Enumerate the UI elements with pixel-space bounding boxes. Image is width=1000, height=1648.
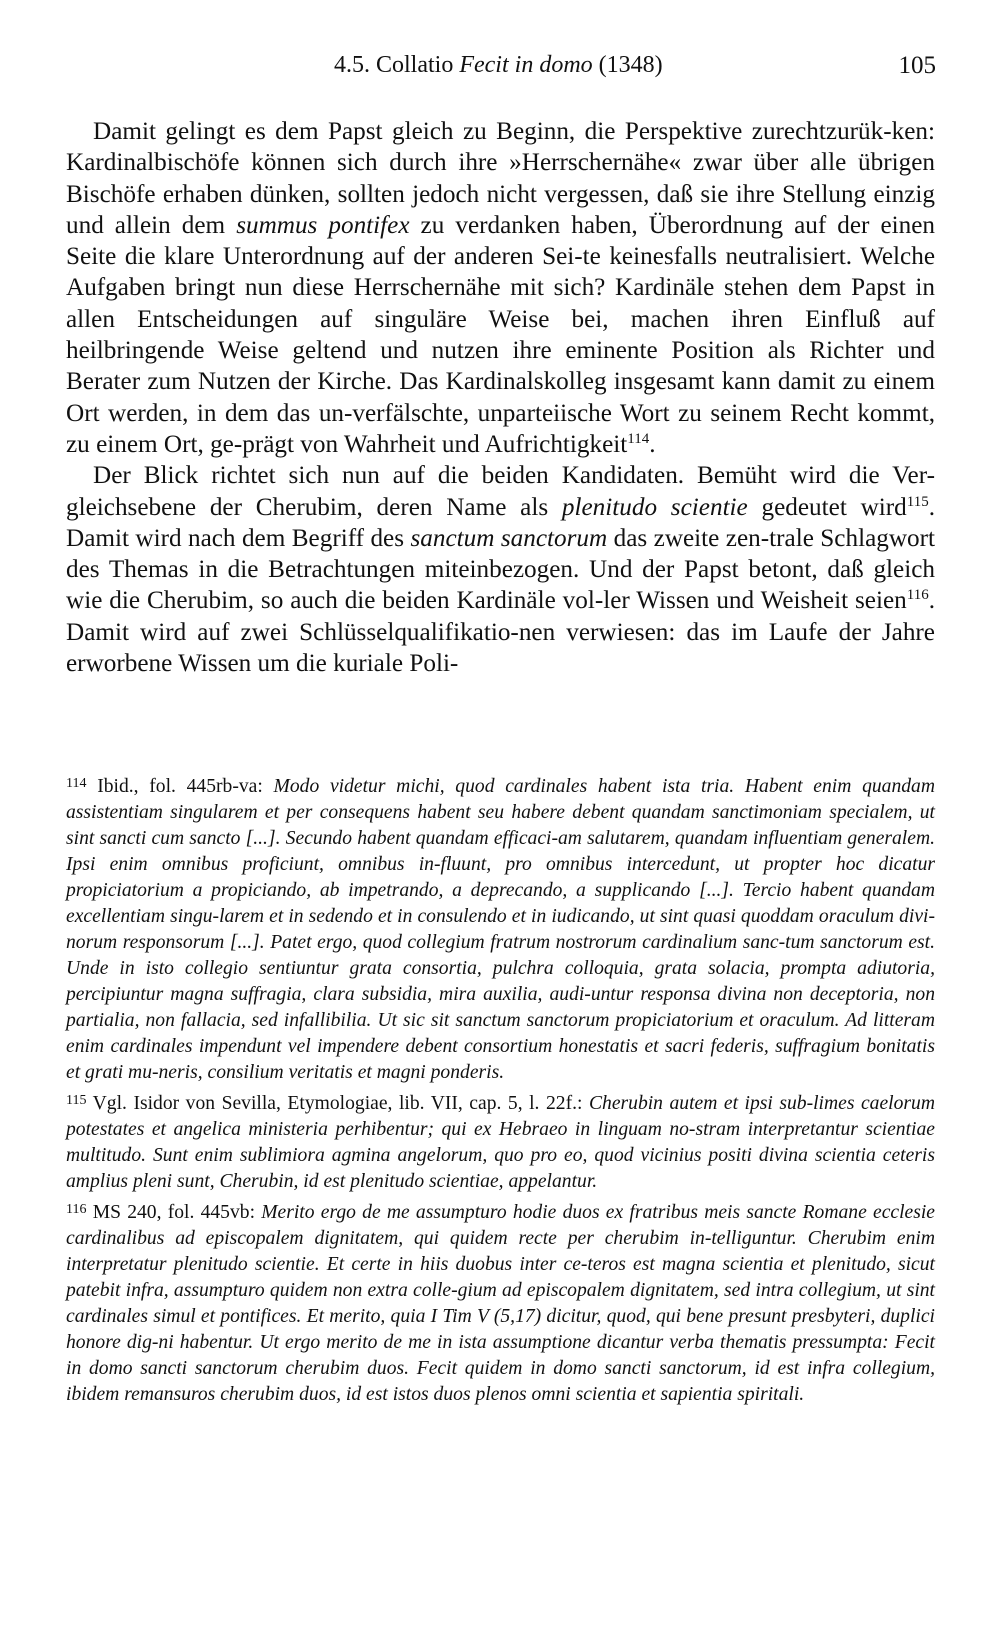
footnote-quote: Merito ergo de me assumpturo hodie duos ex fratribus meis sancte Romane ecclesie cardinalibus ad episcopalem dignitatem, qui quidem recte per cherubim in-telliguntur. Cherubim enim interpretatur plenitudo scientie. Et certe in hiis duobus inter ce-teros est magna scientia et plenitudo, sicut patebit infra, assumpturo quidem non extra colle-gium ad episcopalem dignitatem, sed intra collegium, ut sint cardinales simul et pontifices. Et merito, quia I Tim V (5,17) dicitur, quod, qui bene presunt presbyteri, duplici honore dig-ni habentur. Ut ergo merito de me in ista assumptione dicantur verba thematis pressumpta: Fecit in domo sancti sanctorum cherubim duos. Fecit quidem in domo sancti sanctorum, id est infra collegium, ibidem remansuros cherubim duos, id est istos duos plenos omni scientia et sapientia spiritali. (66, 1202, 935, 1405)
footnote-number: 116 (66, 1202, 87, 1217)
footnote-quote: Cherubin autem et ipsi sub-limes caelorum potestates et angelica ministeria perhibentur; qui ex Hebraeo in linguam no-stram interpretantur scientiae multitudo. Sunt enim sublimiora agmina angelorum, quo pro eo, quod vicinius positi divina scientia ceteris amplius pleni sunt, Cherubin, id est plenitudo scientiae, appelantur. (66, 1093, 935, 1192)
paragraph-1 (66, 116, 935, 460)
text-run: zu verdanken haben, Überordnung auf der einen Seite die klare Unterordnung auf der anderen Sei-te keinesfalls neutralisiert. Welche Aufgaben bringt nun diese Herrschernähe mit sich? Kardinäle stehen dem Papst in allen Entscheidungen auf singuläre Weise bei, machen ihren Einfluß auf heilbringende Weise geltend und nutzen ihre eminente Position als Richter und Berater zum Nutzen der Kirche. Das Kardinalskolleg insgesamt kann damit zu einem Ort werden, in dem das un-verfälschte, unparteiische Wort zu seinem Recht kommt, zu einem Ort, ge-prägt von Wahrheit und Aufrichtigkeit (66, 211, 936, 458)
text-run: Der Blick richtet sich nun auf die beiden Kandidaten. Bemüht wird die Ver-gleichsebene der Cherubim, deren Name als (66, 462, 935, 521)
footnote-source: Vgl. Isidor von Sevilla, Etymologiae, lib. VII, cap. 5, l. 22f.: (86, 1093, 589, 1114)
running-title-post: (1348) (592, 52, 663, 78)
running-title (334, 52, 663, 79)
footnote-114 (66, 771, 935, 1086)
text-run: . Damit wird auf zwei Schlüsselqualifikatio-nen verwiesen: das im Laufe der Jahre erworbene Wissen um die kuriale Poli- (66, 587, 935, 678)
footnote-source: Ibid., fol. 445rb-va: (86, 776, 274, 797)
footnote-quote: Modo videtur michi, quod cardinales habent ista tria. Habent enim quandam assistentiam singularem et per consequens habent seu habere debent quandam sanctimoniam specialem, ut sint sancti cum sancto [...]. Secundo habent quandam efficaci-am salutarem, quandam influentiam generalem. Ipsi enim omnibus proficiunt, omnibus in-fluunt, pro omnibus intercedunt, ut propter hoc dicatur propiciatorium a propiciando, ab impetrando, a deprecando, a supplicando [...]. Tercio habent quandam excellentiam singu-larem et in sedendo et in consulendo et in iudicando, ut sint quasi quoddam oraculum divi-norum responsorum [...]. Patet ergo, quod collegium fratrum nostrorum cardinalium sanc-tum sanctorum est. Unde in isto collegio sentiuntur grata consortia, pulchra colloquia, grata solacia, prompta adiutoria, percipiuntur magna suffragia, clara subsidia, mira auxilia, audi-untur responsa divina non deceptoria, non partialia, non fallacia, sed infallibilia. Ut sic sit sanctum sanctorum propiciatorium et oraculum. Ad litteram enim cardinales impendunt vel impendere debent consortium honestatis et sacri federis, suffragium bonitatis et grati mu-neris, consilium veritatis et magni ponderis. (66, 776, 935, 1083)
text-run: . Damit wird nach dem Begriff des (66, 493, 936, 552)
footnote-ref-115[interactable]: 115 (906, 493, 929, 510)
text-run: Damit gelingt es dem Papst gleich zu Beginn, die Perspektive zurechtzurük-ken: Kardinalbischöfe können sich durch ihre »Herrschernähe« zwar über alle übrigen Bischöfe erhaben dünken, sollten jedoch nicht vergessen, daß sie ihre Stellung einzig und allein dem (66, 118, 935, 239)
footnote-number: 115 (66, 1093, 87, 1108)
italic-term: plenitudo scientie (561, 493, 748, 521)
text-run: . (649, 430, 656, 458)
text-run: gedeutet wird (747, 493, 907, 521)
footnote-116 (66, 1197, 935, 1408)
paragraph-2 (66, 460, 935, 679)
page-number: 105 (898, 52, 936, 79)
footnote-115 (66, 1088, 935, 1195)
main-text (66, 116, 935, 679)
italic-term: summus pontifex (236, 211, 410, 239)
footnote-ref-114[interactable]: 114 (627, 430, 650, 447)
footnote-source: MS 240, fol. 445vb: (86, 1202, 262, 1223)
footnotes (66, 771, 935, 1410)
running-title-pre: 4.5. Collatio (334, 52, 460, 78)
italic-term: sanctum sanctorum (410, 524, 608, 552)
running-title-italic: Fecit in domo (459, 52, 593, 78)
footnote-number: 114 (66, 776, 87, 791)
text-run: das zweite zen-trale Schlagwort des Themas in die Betrachtungen miteinbezogen. Und der Papst betont, daß gleich wie die Cherubim, so auch die beiden Kardinäle vol-ler Wissen und Weisheit seien (66, 524, 936, 615)
footnote-ref-116[interactable]: 116 (906, 587, 929, 604)
running-header (66, 52, 936, 86)
